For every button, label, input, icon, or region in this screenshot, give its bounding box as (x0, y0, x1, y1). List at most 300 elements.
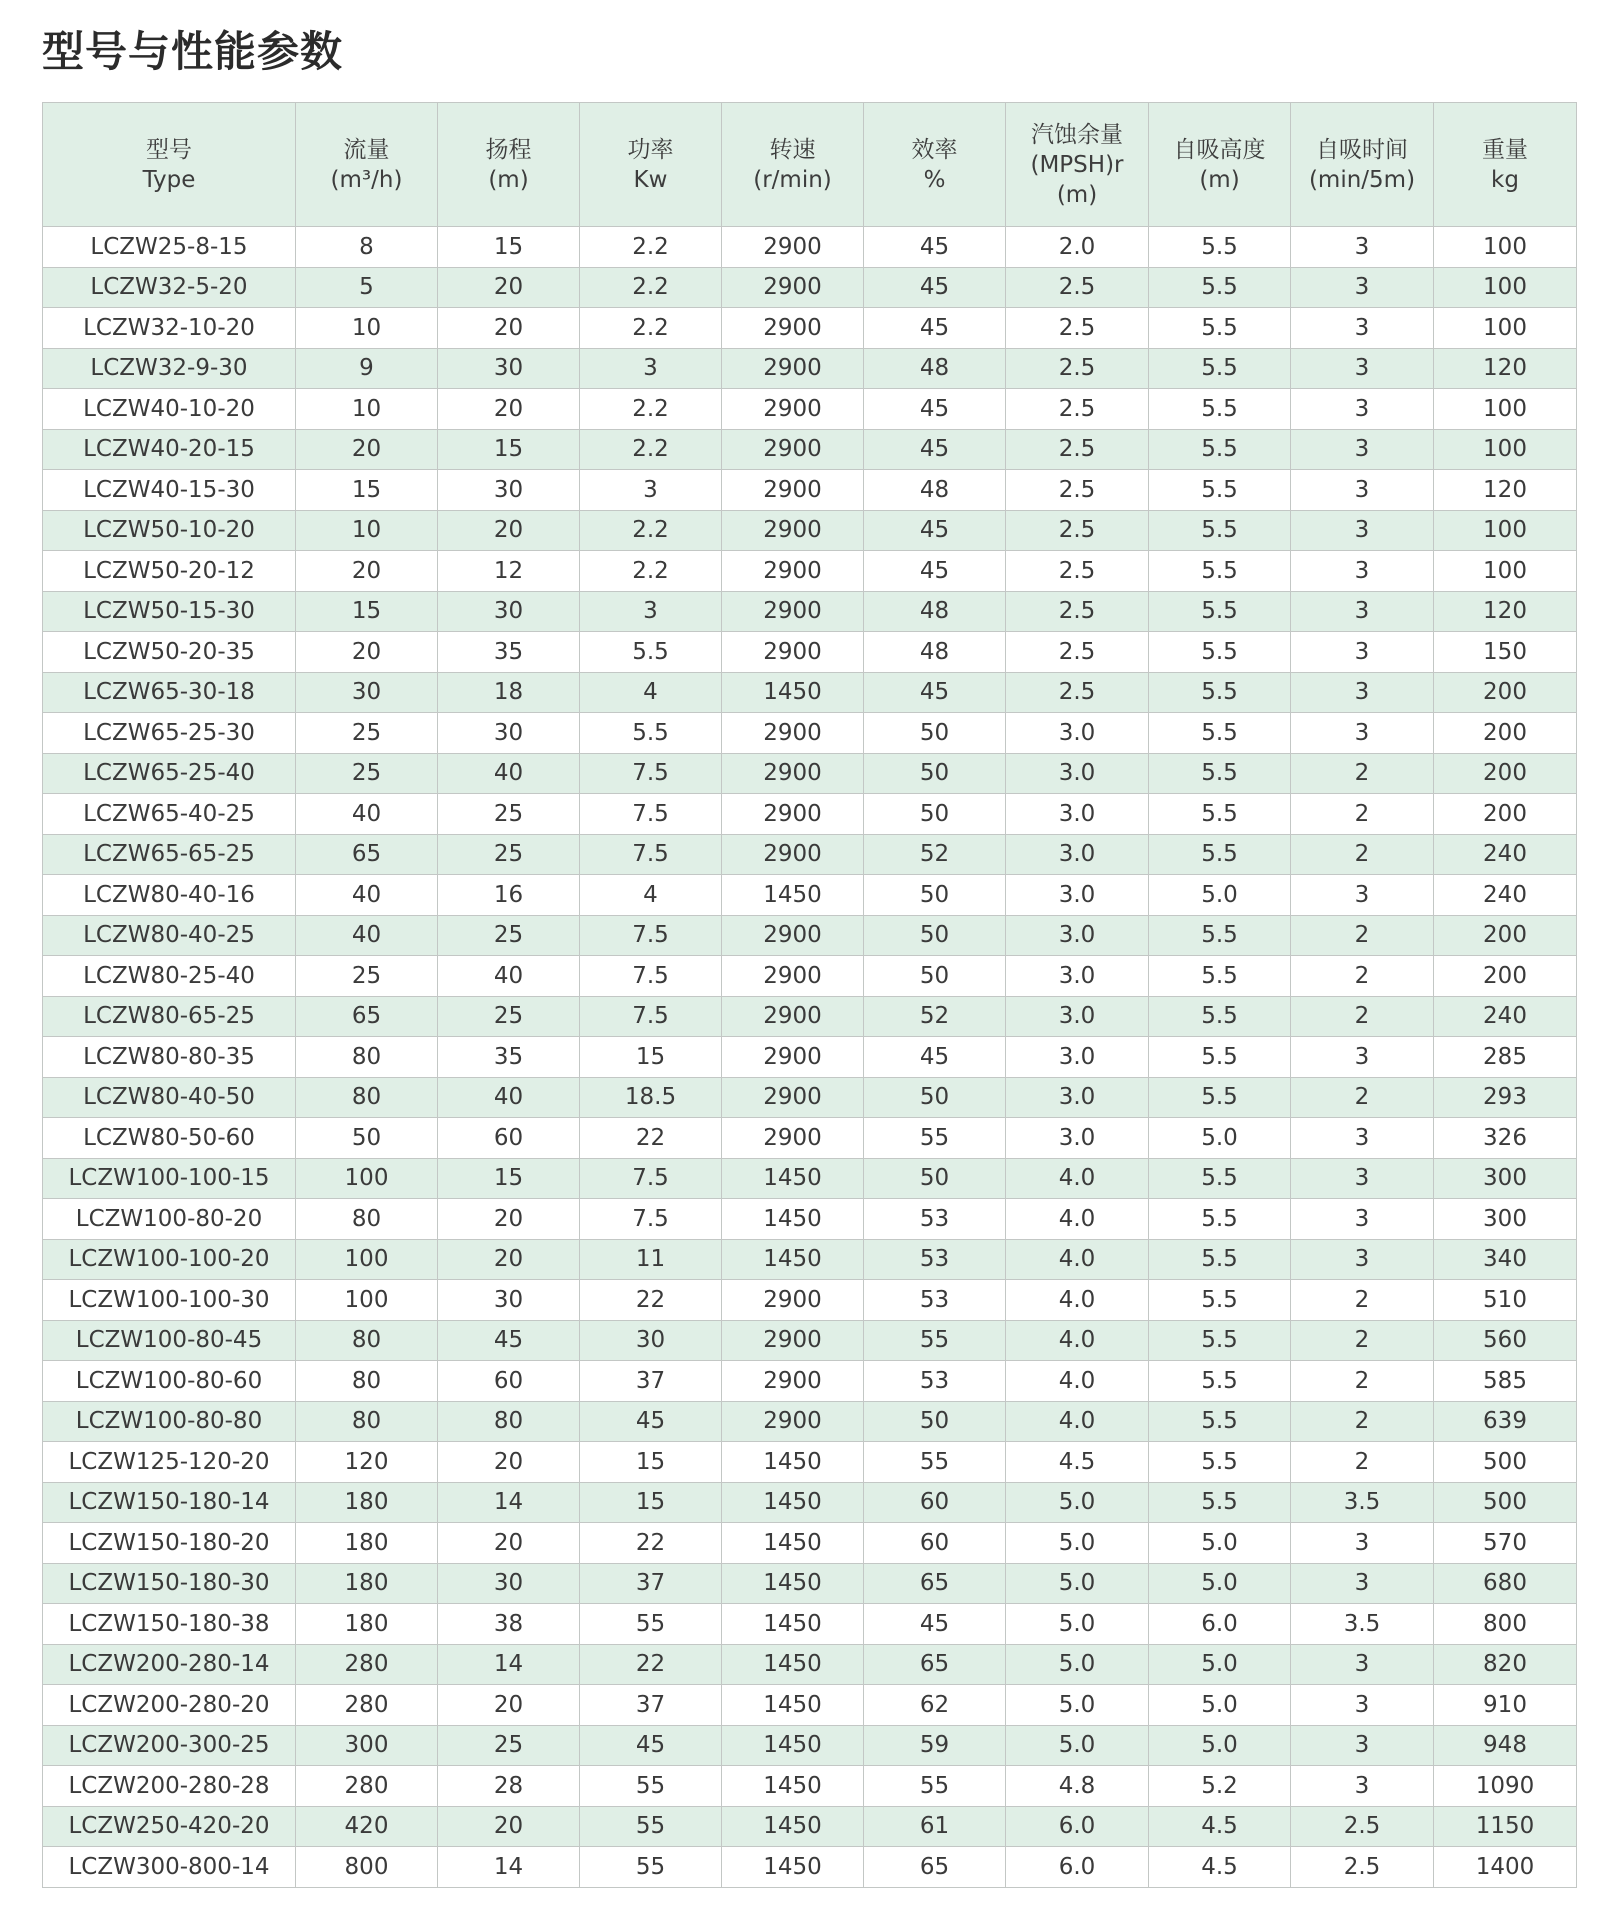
cell-head: 20 (438, 1685, 580, 1726)
cell-speed: 1450 (722, 875, 864, 916)
cell-suction-height: 5.5 (1149, 1361, 1291, 1402)
cell-type: LCZW150-180-20 (43, 1523, 296, 1564)
cell-head: 20 (438, 510, 580, 551)
cell-suction-height: 5.5 (1149, 308, 1291, 349)
cell-power: 30 (580, 1320, 722, 1361)
column-header-line: 转速 (769, 136, 816, 163)
cell-weight: 639 (1434, 1401, 1577, 1442)
cell-suction-time: 2 (1291, 996, 1434, 1037)
cell-npsh: 3.0 (1006, 915, 1149, 956)
cell-speed: 1450 (722, 1442, 864, 1483)
table-row (43, 1604, 1577, 1645)
cell-efficiency: 55 (864, 1118, 1006, 1159)
cell-efficiency: 50 (864, 1158, 1006, 1199)
cell-type: LCZW40-20-15 (43, 429, 296, 470)
cell-flow: 50 (296, 1118, 438, 1159)
cell-efficiency: 55 (864, 1320, 1006, 1361)
cell-speed: 1450 (722, 1523, 864, 1564)
cell-power: 18.5 (580, 1077, 722, 1118)
cell-type: LCZW80-40-16 (43, 875, 296, 916)
cell-suction-time: 2 (1291, 794, 1434, 835)
cell-head: 20 (438, 1239, 580, 1280)
cell-head: 20 (438, 389, 580, 430)
cell-suction-time: 3 (1291, 1766, 1434, 1807)
cell-suction-height: 5.5 (1149, 1442, 1291, 1483)
cell-speed: 2900 (722, 551, 864, 592)
cell-npsh: 5.0 (1006, 1563, 1149, 1604)
cell-flow: 80 (296, 1199, 438, 1240)
cell-weight: 100 (1434, 267, 1577, 308)
cell-head: 80 (438, 1401, 580, 1442)
cell-weight: 340 (1434, 1239, 1577, 1280)
cell-suction-height: 5.5 (1149, 713, 1291, 754)
cell-weight: 300 (1434, 1158, 1577, 1199)
cell-npsh: 2.5 (1006, 551, 1149, 592)
cell-efficiency: 45 (864, 551, 1006, 592)
cell-npsh: 2.5 (1006, 267, 1149, 308)
cell-flow: 15 (296, 470, 438, 511)
column-header-suction-time (1291, 103, 1434, 227)
column-header-weight (1434, 103, 1577, 227)
cell-npsh: 2.5 (1006, 429, 1149, 470)
cell-speed: 1450 (722, 1563, 864, 1604)
column-header-line: (m) (1199, 166, 1240, 193)
cell-weight: 285 (1434, 1037, 1577, 1078)
table-row (43, 1320, 1577, 1361)
cell-efficiency: 48 (864, 591, 1006, 632)
cell-power: 37 (580, 1361, 722, 1402)
cell-suction-height: 5.5 (1149, 551, 1291, 592)
cell-flow: 40 (296, 794, 438, 835)
cell-type: LCZW300-800-14 (43, 1847, 296, 1888)
cell-flow: 5 (296, 267, 438, 308)
cell-power: 5.5 (580, 632, 722, 673)
table-row (43, 1158, 1577, 1199)
column-header-line: 型号 (146, 136, 192, 163)
cell-npsh: 3.0 (1006, 834, 1149, 875)
cell-type: LCZW150-180-30 (43, 1563, 296, 1604)
cell-efficiency: 45 (864, 429, 1006, 470)
cell-efficiency: 45 (864, 227, 1006, 268)
cell-head: 30 (438, 1280, 580, 1321)
cell-speed: 2900 (722, 956, 864, 997)
column-header-flow (296, 103, 438, 227)
cell-type: LCZW125-120-20 (43, 1442, 296, 1483)
cell-efficiency: 53 (864, 1199, 1006, 1240)
cell-efficiency: 45 (864, 389, 1006, 430)
cell-efficiency: 50 (864, 713, 1006, 754)
cell-efficiency: 53 (864, 1361, 1006, 1402)
cell-head: 14 (438, 1644, 580, 1685)
cell-flow: 40 (296, 915, 438, 956)
cell-weight: 948 (1434, 1725, 1577, 1766)
cell-suction-time: 3 (1291, 1523, 1434, 1564)
cell-weight: 1400 (1434, 1847, 1577, 1888)
cell-type: LCZW50-10-20 (43, 510, 296, 551)
cell-npsh: 4.0 (1006, 1361, 1149, 1402)
page-title: 型号与性能参数 (42, 27, 344, 76)
cell-type: LCZW50-20-12 (43, 551, 296, 592)
cell-type: LCZW200-280-28 (43, 1766, 296, 1807)
cell-head: 25 (438, 794, 580, 835)
cell-npsh: 3.0 (1006, 713, 1149, 754)
cell-suction-time: 3.5 (1291, 1482, 1434, 1523)
table-row (43, 1644, 1577, 1685)
cell-suction-time: 2 (1291, 1280, 1434, 1321)
cell-speed: 2900 (722, 348, 864, 389)
table-row (43, 1766, 1577, 1807)
cell-power: 55 (580, 1604, 722, 1645)
cell-efficiency: 55 (864, 1766, 1006, 1807)
cell-power: 15 (580, 1482, 722, 1523)
cell-weight: 100 (1434, 389, 1577, 430)
cell-suction-time: 2 (1291, 956, 1434, 997)
cell-type: LCZW50-15-30 (43, 591, 296, 632)
cell-weight: 510 (1434, 1280, 1577, 1321)
cell-flow: 10 (296, 308, 438, 349)
cell-speed: 1450 (722, 1199, 864, 1240)
cell-weight: 293 (1434, 1077, 1577, 1118)
cell-efficiency: 50 (864, 956, 1006, 997)
cell-head: 30 (438, 470, 580, 511)
table-row (43, 753, 1577, 794)
cell-power: 37 (580, 1685, 722, 1726)
cell-weight: 326 (1434, 1118, 1577, 1159)
cell-efficiency: 48 (864, 348, 1006, 389)
column-header-line: 扬程 (485, 136, 532, 163)
cell-flow: 180 (296, 1523, 438, 1564)
cell-suction-time: 3 (1291, 875, 1434, 916)
cell-efficiency: 50 (864, 915, 1006, 956)
cell-flow: 25 (296, 713, 438, 754)
cell-efficiency: 50 (864, 794, 1006, 835)
cell-speed: 2900 (722, 510, 864, 551)
table-row (43, 470, 1577, 511)
cell-speed: 1450 (722, 1482, 864, 1523)
cell-power: 2.2 (580, 227, 722, 268)
cell-suction-height: 5.5 (1149, 1320, 1291, 1361)
cell-efficiency: 62 (864, 1685, 1006, 1726)
cell-speed: 2900 (722, 834, 864, 875)
cell-npsh: 5.0 (1006, 1523, 1149, 1564)
cell-suction-time: 3 (1291, 389, 1434, 430)
table-row (43, 996, 1577, 1037)
cell-suction-height: 5.0 (1149, 1523, 1291, 1564)
cell-speed: 2900 (722, 753, 864, 794)
cell-weight: 100 (1434, 429, 1577, 470)
cell-suction-height: 5.0 (1149, 1644, 1291, 1685)
cell-suction-time: 3 (1291, 429, 1434, 470)
column-header-line: (r/min) (753, 166, 832, 193)
table-row (43, 1118, 1577, 1159)
cell-suction-time: 3 (1291, 1685, 1434, 1726)
cell-head: 45 (438, 1320, 580, 1361)
cell-npsh: 2.5 (1006, 389, 1149, 430)
cell-flow: 280 (296, 1685, 438, 1726)
cell-power: 15 (580, 1442, 722, 1483)
cell-npsh: 5.0 (1006, 1644, 1149, 1685)
column-header-power (580, 103, 722, 227)
cell-efficiency: 50 (864, 753, 1006, 794)
cell-efficiency: 52 (864, 996, 1006, 1037)
cell-weight: 100 (1434, 510, 1577, 551)
cell-npsh: 4.0 (1006, 1320, 1149, 1361)
cell-speed: 1450 (722, 1158, 864, 1199)
cell-power: 11 (580, 1239, 722, 1280)
cell-weight: 500 (1434, 1482, 1577, 1523)
cell-efficiency: 53 (864, 1239, 1006, 1280)
column-header-line: Type (142, 166, 196, 193)
cell-power: 2.2 (580, 429, 722, 470)
cell-suction-height: 5.5 (1149, 348, 1291, 389)
table-row (43, 1361, 1577, 1402)
cell-npsh: 3.0 (1006, 996, 1149, 1037)
cell-head: 30 (438, 348, 580, 389)
cell-power: 7.5 (580, 1199, 722, 1240)
table-row (43, 713, 1577, 754)
cell-suction-height: 5.5 (1149, 834, 1291, 875)
cell-power: 4 (580, 672, 722, 713)
cell-weight: 150 (1434, 632, 1577, 673)
cell-suction-time: 2.5 (1291, 1806, 1434, 1847)
cell-efficiency: 61 (864, 1806, 1006, 1847)
cell-weight: 100 (1434, 227, 1577, 268)
cell-type: LCZW150-180-38 (43, 1604, 296, 1645)
cell-speed: 2900 (722, 1401, 864, 1442)
cell-flow: 80 (296, 1320, 438, 1361)
cell-weight: 500 (1434, 1442, 1577, 1483)
cell-suction-height: 5.5 (1149, 267, 1291, 308)
cell-suction-time: 2 (1291, 753, 1434, 794)
table-row (43, 1806, 1577, 1847)
cell-suction-time: 3 (1291, 591, 1434, 632)
cell-weight: 200 (1434, 915, 1577, 956)
cell-flow: 10 (296, 510, 438, 551)
cell-type: LCZW100-80-80 (43, 1401, 296, 1442)
cell-type: LCZW65-25-30 (43, 713, 296, 754)
cell-efficiency: 50 (864, 1401, 1006, 1442)
cell-weight: 240 (1434, 834, 1577, 875)
cell-npsh: 3.0 (1006, 794, 1149, 835)
cell-head: 25 (438, 834, 580, 875)
table-row (43, 389, 1577, 430)
cell-speed: 2900 (722, 267, 864, 308)
cell-power: 15 (580, 1037, 722, 1078)
cell-suction-time: 3 (1291, 227, 1434, 268)
table-row (43, 632, 1577, 673)
cell-flow: 180 (296, 1604, 438, 1645)
cell-weight: 120 (1434, 348, 1577, 389)
table-row (43, 591, 1577, 632)
cell-suction-time: 3 (1291, 1239, 1434, 1280)
column-header-speed (722, 103, 864, 227)
cell-efficiency: 53 (864, 1280, 1006, 1321)
table-row (43, 227, 1577, 268)
cell-suction-time: 2 (1291, 1320, 1434, 1361)
cell-power: 55 (580, 1806, 722, 1847)
cell-weight: 300 (1434, 1199, 1577, 1240)
cell-flow: 100 (296, 1158, 438, 1199)
cell-speed: 1450 (722, 672, 864, 713)
cell-npsh: 2.5 (1006, 672, 1149, 713)
cell-type: LCZW65-30-18 (43, 672, 296, 713)
cell-efficiency: 59 (864, 1725, 1006, 1766)
cell-power: 22 (580, 1644, 722, 1685)
table-row (43, 1280, 1577, 1321)
cell-efficiency: 45 (864, 1604, 1006, 1645)
table-row (43, 551, 1577, 592)
cell-suction-time: 3 (1291, 713, 1434, 754)
cell-suction-height: 5.5 (1149, 632, 1291, 673)
table-row (43, 1482, 1577, 1523)
cell-head: 30 (438, 1563, 580, 1604)
cell-power: 7.5 (580, 794, 722, 835)
table-row (43, 1847, 1577, 1888)
cell-head: 28 (438, 1766, 580, 1807)
cell-suction-height: 5.5 (1149, 1482, 1291, 1523)
column-header-efficiency (864, 103, 1006, 227)
cell-type: LCZW50-20-35 (43, 632, 296, 673)
cell-type: LCZW100-80-20 (43, 1199, 296, 1240)
cell-suction-height: 5.0 (1149, 1563, 1291, 1604)
cell-npsh: 2.0 (1006, 227, 1149, 268)
cell-type: LCZW150-180-14 (43, 1482, 296, 1523)
cell-head: 20 (438, 308, 580, 349)
table-row (43, 1199, 1577, 1240)
column-header-line: % (923, 166, 946, 193)
cell-suction-time: 3 (1291, 1158, 1434, 1199)
cell-suction-time: 3 (1291, 470, 1434, 511)
cell-npsh: 3.0 (1006, 1077, 1149, 1118)
cell-suction-height: 5.5 (1149, 227, 1291, 268)
table-row (43, 1037, 1577, 1078)
cell-suction-height: 5.0 (1149, 875, 1291, 916)
cell-suction-time: 3 (1291, 348, 1434, 389)
cell-npsh: 3.0 (1006, 753, 1149, 794)
cell-type: LCZW40-10-20 (43, 389, 296, 430)
cell-suction-height: 5.5 (1149, 1239, 1291, 1280)
table-row (43, 308, 1577, 349)
cell-efficiency: 45 (864, 510, 1006, 551)
cell-npsh: 5.0 (1006, 1725, 1149, 1766)
table-row (43, 429, 1577, 470)
cell-head: 12 (438, 551, 580, 592)
cell-suction-time: 3 (1291, 1199, 1434, 1240)
cell-flow: 20 (296, 429, 438, 470)
cell-speed: 2900 (722, 227, 864, 268)
cell-type: LCZW100-100-15 (43, 1158, 296, 1199)
table-row (43, 956, 1577, 997)
cell-type: LCZW200-280-20 (43, 1685, 296, 1726)
cell-type: LCZW32-9-30 (43, 348, 296, 389)
cell-npsh: 3.0 (1006, 875, 1149, 916)
cell-head: 20 (438, 1199, 580, 1240)
cell-speed: 2900 (722, 429, 864, 470)
cell-head: 30 (438, 591, 580, 632)
cell-flow: 25 (296, 753, 438, 794)
cell-suction-time: 3 (1291, 672, 1434, 713)
cell-suction-height: 5.5 (1149, 794, 1291, 835)
table-row (43, 1523, 1577, 1564)
cell-npsh: 4.8 (1006, 1766, 1149, 1807)
cell-weight: 240 (1434, 996, 1577, 1037)
cell-flow: 9 (296, 348, 438, 389)
cell-suction-time: 3 (1291, 267, 1434, 308)
cell-efficiency: 60 (864, 1523, 1006, 1564)
cell-npsh: 4.0 (1006, 1199, 1149, 1240)
cell-flow: 420 (296, 1806, 438, 1847)
cell-type: LCZW200-280-14 (43, 1644, 296, 1685)
spec-table (42, 102, 1577, 1888)
table-row (43, 1239, 1577, 1280)
cell-weight: 120 (1434, 591, 1577, 632)
cell-power: 7.5 (580, 753, 722, 794)
cell-suction-height: 5.5 (1149, 510, 1291, 551)
cell-flow: 100 (296, 1280, 438, 1321)
cell-head: 40 (438, 753, 580, 794)
cell-suction-time: 2 (1291, 1361, 1434, 1402)
cell-power: 2.2 (580, 510, 722, 551)
cell-head: 20 (438, 1523, 580, 1564)
cell-suction-time: 3 (1291, 1118, 1434, 1159)
table-row (43, 1563, 1577, 1604)
column-header-line: (m) (1056, 181, 1098, 208)
cell-flow: 280 (296, 1644, 438, 1685)
cell-suction-height: 5.0 (1149, 1725, 1291, 1766)
cell-weight: 240 (1434, 875, 1577, 916)
cell-head: 60 (438, 1361, 580, 1402)
cell-efficiency: 45 (864, 267, 1006, 308)
cell-speed: 2900 (722, 591, 864, 632)
cell-flow: 20 (296, 632, 438, 673)
cell-power: 7.5 (580, 996, 722, 1037)
cell-head: 20 (438, 1442, 580, 1483)
cell-efficiency: 45 (864, 672, 1006, 713)
cell-flow: 25 (296, 956, 438, 997)
column-header-line: (MPSH)r (1030, 151, 1124, 178)
cell-weight: 910 (1434, 1685, 1577, 1726)
cell-efficiency: 48 (864, 470, 1006, 511)
cell-weight: 560 (1434, 1320, 1577, 1361)
cell-efficiency: 55 (864, 1442, 1006, 1483)
cell-speed: 1450 (722, 1239, 864, 1280)
cell-power: 22 (580, 1118, 722, 1159)
cell-power: 2.2 (580, 551, 722, 592)
cell-suction-time: 3 (1291, 632, 1434, 673)
cell-suction-height: 5.5 (1149, 1037, 1291, 1078)
cell-flow: 80 (296, 1401, 438, 1442)
cell-type: LCZW100-100-20 (43, 1239, 296, 1280)
cell-type: LCZW250-420-20 (43, 1806, 296, 1847)
table-row (43, 510, 1577, 551)
cell-head: 14 (438, 1482, 580, 1523)
cell-head: 15 (438, 227, 580, 268)
column-header-suction-height (1149, 103, 1291, 227)
column-header-line: 自吸时间 (1316, 136, 1408, 163)
cell-weight: 200 (1434, 794, 1577, 835)
cell-weight: 200 (1434, 672, 1577, 713)
cell-type: LCZW200-300-25 (43, 1725, 296, 1766)
cell-suction-height: 5.5 (1149, 996, 1291, 1037)
cell-head: 25 (438, 1725, 580, 1766)
cell-type: LCZW80-40-50 (43, 1077, 296, 1118)
cell-head: 60 (438, 1118, 580, 1159)
cell-type: LCZW40-15-30 (43, 470, 296, 511)
cell-power: 55 (580, 1766, 722, 1807)
cell-suction-height: 6.0 (1149, 1604, 1291, 1645)
cell-type: LCZW32-10-20 (43, 308, 296, 349)
cell-suction-height: 5.5 (1149, 1280, 1291, 1321)
